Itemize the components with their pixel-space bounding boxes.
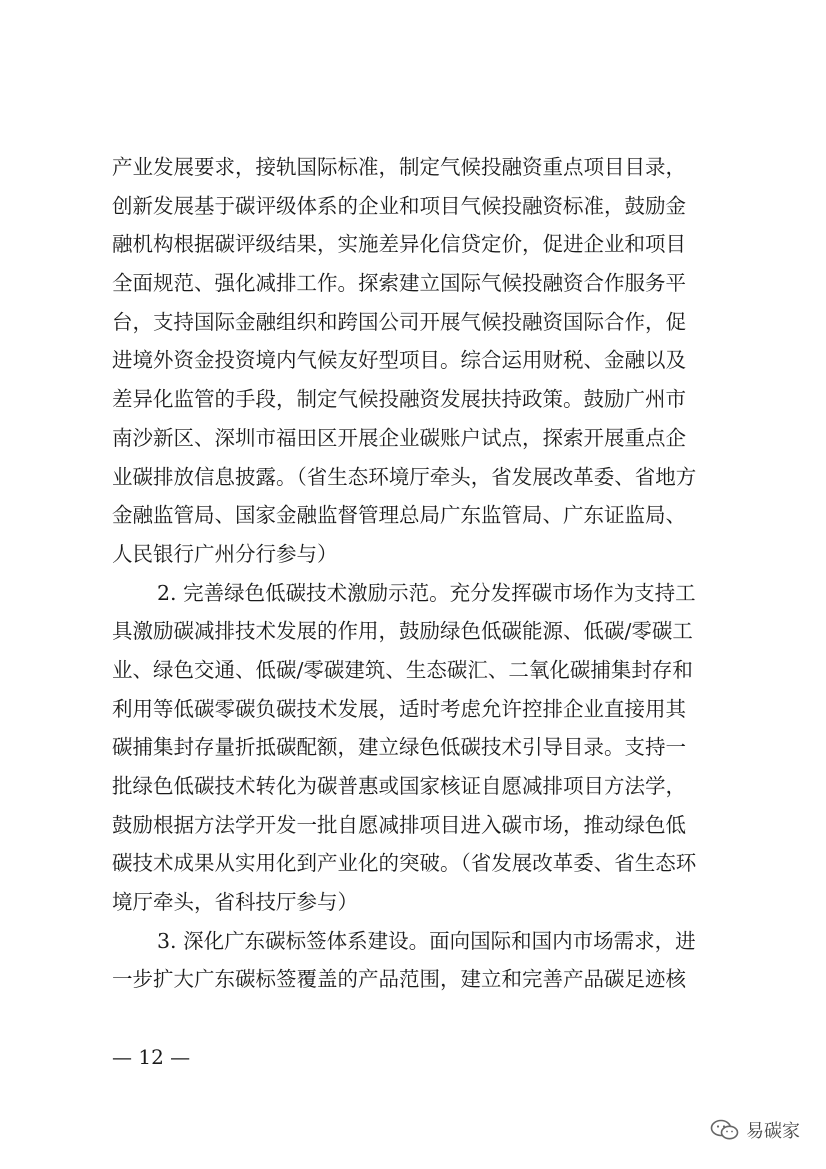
wechat-icon [710, 1118, 740, 1142]
text-line: 鼓励根据方法学开发一批自愿减排项目进入碳市场，推动绿色低 [112, 812, 686, 837]
text-line: 碳捕集封存量折抵碳配额，建立绿色低碳技术引导目录。支持一 [112, 735, 686, 760]
text-line: 台，支持国际金融组织和跨国公司开展气候投融资国际合作，促 [112, 309, 686, 334]
paragraph-heading-line: 2. 完善绿色低碳技术激励示范。充分发挥碳市场作为支持工 [157, 580, 696, 605]
text-line: 批绿色低碳技术转化为碳普惠或国家核证自愿减排项目方法学， [112, 774, 686, 798]
text-line: 碳技术成果从实用化到产业化的突破。（省发展改革委、省生态环 [112, 851, 697, 876]
text-line: 业碳排放信息披露。（省生态环境厅牵头，省发展改革委、省地方 [112, 464, 697, 489]
text-line: 进境外资金投资境内气候友好型项目。综合运用财税、金融以及 [112, 348, 686, 373]
text-line: 人民银行广州分行参与） [112, 541, 338, 566]
text-line: 金融监管局、国家金融监督管理总局广东监管局、广东证监局、 [112, 503, 686, 528]
text-line: 创新发展基于碳评级体系的企业和项目气候投融资标准，鼓励金 [112, 193, 686, 218]
page-number: — 12 — [112, 1045, 191, 1069]
watermark [710, 1117, 800, 1143]
text-line: 南沙新区、深圳市福田区开展企业碳账户试点，探索开展重点企 [112, 425, 686, 450]
text-line: 业、绿色交通、低碳/零碳建筑、生态碳汇、二氧化碳捕集封存和 [112, 657, 693, 682]
document-body [112, 148, 726, 999]
text-line: 境厅牵头，省科技厅参与） [112, 890, 358, 915]
text-line: 差异化监管的手段，制定气候投融资发展扶持政策。鼓励广州市 [112, 387, 686, 412]
paragraph-heading-line: 3. 深化广东碳标签体系建设。面向国际和国内市场需求，进 [157, 928, 696, 953]
text-line: 利用等低碳零碳负碳技术发展，适时考虑允许控排企业直接用其 [112, 696, 686, 721]
text-line: 具激励碳减排技术发展的作用，鼓励绿色低碳能源、低碳/零碳工 [112, 619, 693, 644]
watermark-label: 易碳家 [746, 1121, 800, 1142]
text-line: 全面规范、强化减排工作。探索建立国际气候投融资合作服务平 [112, 271, 686, 296]
text-line: 融机构根据碳评级结果，实施差异化信贷定价，促进企业和项目 [112, 232, 686, 257]
text-line: 一步扩大广东碳标签覆盖的产品范围，建立和完善产品碳足迹核 [112, 967, 686, 992]
text-line: 产业发展要求，接轨国际标准，制定气候投融资重点项目目录， [112, 155, 686, 179]
